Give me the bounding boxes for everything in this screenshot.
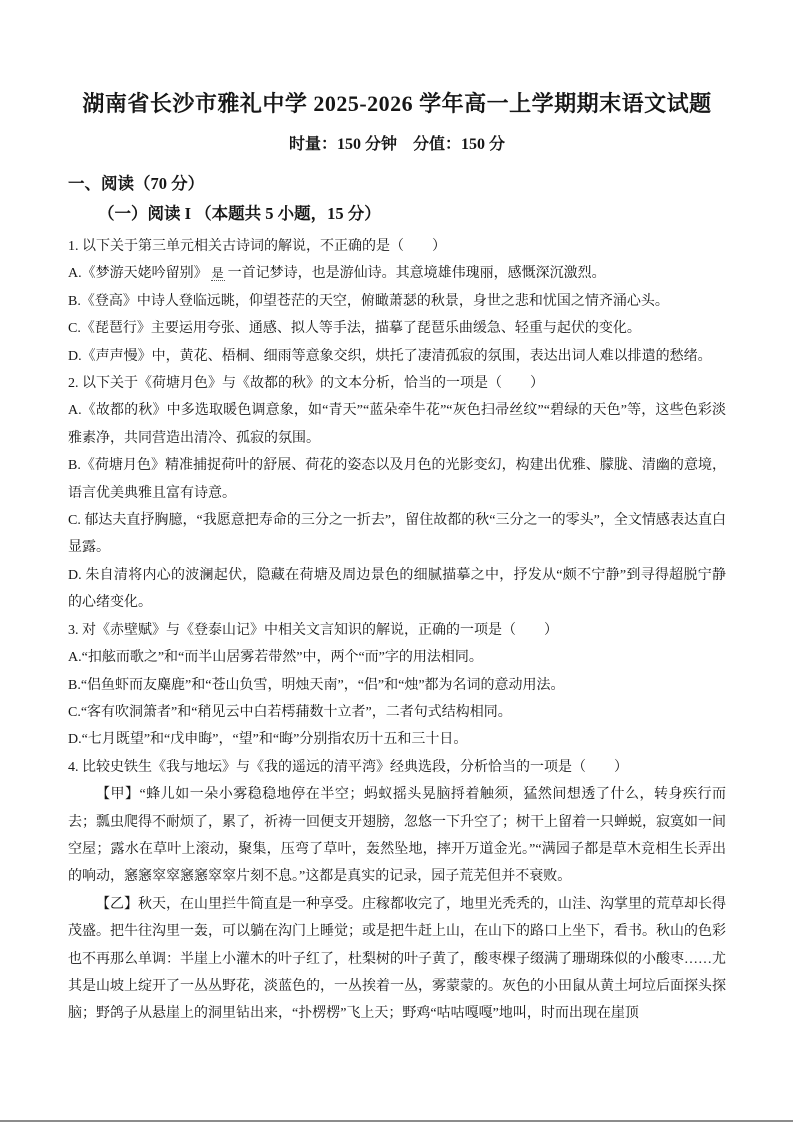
- question-1-option-d: D.《声声慢》中，黄花、梧桐、细雨等意象交织，烘托了凄清孤寂的氛围，表达出词人难以排遣的愁绪。: [68, 348, 712, 364]
- question-1-stem: 1. 以下关于第三单元相关古诗词的解说，不正确的是（ ）: [68, 239, 446, 254]
- question-3-stem: 3. 对《赤壁赋》与《登泰山记》中相关文言知识的解说，正确的一项是（ ）: [68, 622, 558, 638]
- question-4-passage-jia: 【甲】“蜂儿如一朵小雾稳稳地停在半空；蚂蚁摇头晃脑捋着触须，猛然间想透了什么，转身疾行而去；瓢虫爬得不耐烦了，累了，祈祷一回便支开翅膀，忽悠一下升空了；树干上留着一只蝉蜕，寂寞如一间空屋；露水在草叶上滚动，聚集，压弯了草叶，轰然坠地，摔开万道金光。”“满园子都是草木竞相生长弄出的响动，窸窸窣窣窸窸窣窣片刻不息。”这都是真实的记录，园子荒芜但并不衰败。: [68, 787, 726, 885]
- question-3-option-a: A.“扣舷而歌之”和“而半山居雾若带然”中，两个“而”字的用法相同。: [68, 650, 483, 666]
- inline-formula-char: 是: [211, 266, 224, 281]
- document-title: 湖南省长沙市雅礼中学 2025-2026 学年高一上学期期末语文试题: [82, 91, 712, 116]
- question-4-stem: 4. 比较史铁生《我与地坛》与《我的遥远的清平湾》经典选段，分析恰当的一项是（ ）: [68, 759, 628, 775]
- question-3-option-b: B.“侣鱼虾而友麋鹿”和“苍山负雪，明烛天南”，“侣”和“烛”都为名词的意动用法。: [68, 677, 565, 693]
- question-2-stem: 2. 以下关于《荷塘月色》与《故都的秋》的文本分析，恰当的一项是（ ）: [68, 376, 544, 392]
- question-2-option-d: D. 朱自清将内心的波澜起伏，隐藏在荷塘及周边景色的细腻描摹之中，抒发从“颇不宁静”到寻得超脱宁静的心绪变化。: [68, 567, 726, 611]
- question-1-option-a: [68, 260, 726, 287]
- question-1-option-a-text-post: 一首记梦诗，也是游仙诗。其意境雄伟瑰丽，感慨深沉激烈。: [227, 266, 606, 282]
- question-2-option-c: C. 郁达夫直抒胸臆，“我愿意把寿命的三分之一折去”，留住故都的秋“三分之一的零头”，全文情感表达直白显露。: [68, 513, 726, 556]
- question-3-option-c: C.“客有吹洞箫者”和“稍见云中白若樗蒱数十立者”，二者句式结构相同。: [68, 704, 512, 720]
- question-1-option-b: B.《登高》中诗人登临远眺，仰望苍茫的天空，俯瞰萧瑟的秋景，身世之悲和忧国之情齐涌心头。: [68, 293, 669, 309]
- exam-meta-line: 时量：150 分钟 分值：150 分: [288, 136, 505, 153]
- section-heading-reading: 一、阅读（70 分）: [68, 174, 205, 193]
- question-3-option-d: D.“七月既望”和“戊申晦”，“望”和“晦”分别指农历十五和三十日。: [68, 732, 468, 748]
- question-2-option-b: B.《荷塘月色》精准捕捉荷叶的舒展、荷花的姿态以及月色的光影变幻，构建出优雅、朦胧、清幽的意境，语言优美典雅且富有诗意。: [68, 458, 726, 501]
- question-2-option-a: A.《故都的秋》中多选取暖色调意象，如“青天”“蓝朵牵牛花”“灰色扫帚丝纹”“碧绿的天色”等，这些色彩淡雅素净，共同营造出清冷、孤寂的氛围。: [68, 403, 726, 446]
- subsection-heading-reading-1: （一）阅读 I （本题共 5 小题，15 分）: [98, 204, 381, 223]
- question-1-option-c: C.《琵琶行》主要运用夸张、通感、拟人等手法，描摹了琵琶乐曲缓急、轻重与起伏的变化。: [68, 321, 641, 337]
- question-1-option-a-text-pre: A.《梦游天姥吟留别》: [68, 266, 208, 282]
- question-4-passage-yi: 【乙】秋天，在山里拦牛简直是一种享受。庄稼都收完了，地里光秃秃的，山洼、沟掌里的荒草却长得茂盛。把牛往沟里一轰，可以躺在沟门上睡觉；或是把牛赶上山，在山下的路口上坐下，看书。秋山的色彩也不再那么单调：半崖上小灌木的叶子红了，杜梨树的叶子黄了，酸枣棵子缀满了珊瑚珠似的小酸枣……尤其是山坡上绽开了一丛丛野花，淡蓝色的，一丛挨着一丛，雾蒙蒙的。灰色的小田鼠从黄土坷垃后面探头探脑；野鸽子从悬崖上的洞里钻出来，“扑楞楞”飞上天；野鸡“咕咕嘎嘎”地叫，时而出现在崖顶: [68, 896, 726, 1022]
